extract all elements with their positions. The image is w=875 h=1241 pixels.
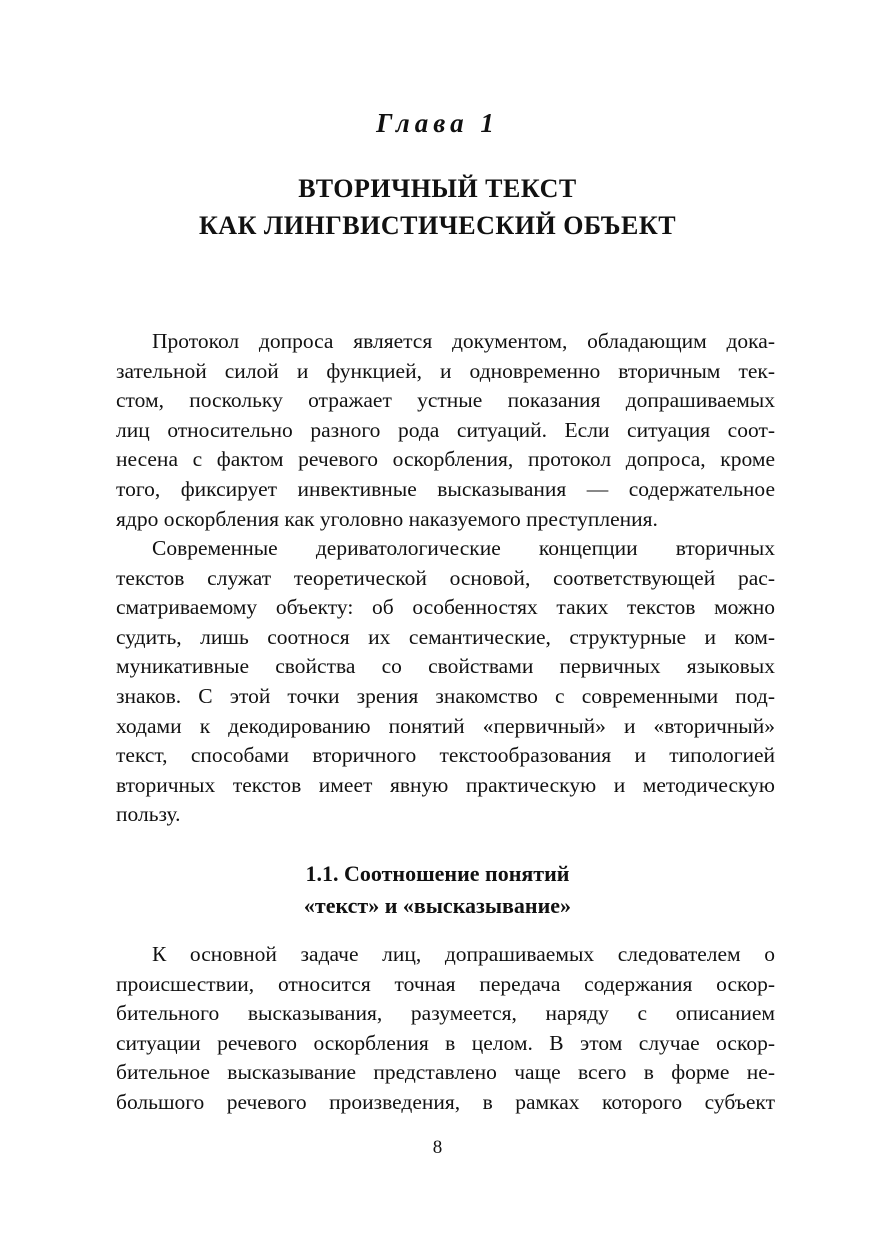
text-line: текст, способами вторичного текстообразования и типологией: [116, 743, 775, 768]
section-heading: [0, 858, 875, 922]
text-line: К основной задаче лиц, допрашиваемых следователем о: [152, 942, 775, 966]
text-line: ядро оскорбления как уголовно наказуемого преступления.: [116, 506, 658, 531]
section-heading-line: «текст» и «высказывание»: [303, 893, 572, 918]
chapter-heading: Глава 1: [376, 108, 499, 138]
text-line: зательной силой и функцией, и одновременно вторичным тек-: [116, 358, 775, 383]
text-line: судить, лишь соотнося их семантические, структурные и ком-: [116, 624, 775, 649]
chapter-title-line: ВТОРИЧНЫЙ ТЕКСТ: [298, 174, 577, 203]
text-line: происшествии, относится точная передача содержания оскор-: [116, 971, 775, 996]
text-line: сматриваемому объекту: об особенностях таких текстов можно: [116, 595, 775, 620]
text-line: того, фиксирует инвективные высказывания — содержательное: [116, 476, 775, 501]
section-heading-line: 1.1. Соотношение понятий: [305, 861, 570, 886]
text-line: ходами к декодированию понятий «первичный» и «вторичный»: [116, 713, 775, 738]
section-paragraph: [116, 940, 775, 1118]
text-line: вторичных текстов имеет явную практическую и методическую: [116, 772, 775, 797]
text-line: Протокол допроса является документом, обладающим дока-: [152, 329, 775, 353]
paragraph-1: [116, 327, 775, 534]
text-line: большого речевого произведения, в рамках которого субъект: [116, 1089, 775, 1114]
text-line: бительное высказывание представлено чаще всего в форме не-: [116, 1060, 775, 1085]
text-line: пользу.: [116, 802, 181, 827]
page-number: 8: [432, 1137, 443, 1158]
chapter-title-line: КАК ЛИНГВИСТИЧЕСКИЙ ОБЪЕКТ: [198, 211, 677, 240]
text-line: стом, поскольку отражает устные показания допрашиваемых: [116, 388, 775, 413]
text-line: текстов служат теоретической основой, соответствующей рас-: [116, 565, 775, 590]
text-line: ситуации речевого оскорбления в целом. В этом случае оскор-: [116, 1030, 775, 1055]
text-line: несена с фактом речевого оскорбления, протокол допроса, кроме: [116, 447, 775, 472]
text-line: знаков. С этой точки зрения знакомство с современными под-: [116, 683, 775, 708]
chapter-title: [0, 170, 875, 244]
paragraph-2: [116, 534, 775, 830]
text-line: Современные дериватологические концепции вторичных: [152, 536, 775, 560]
text-line: бительного высказывания, разумеется, наряду с описанием: [116, 1001, 775, 1026]
text-line: муникативные свойства со свойствами первичных языковых: [116, 654, 775, 679]
text-line: лиц относительно разного рода ситуаций. Если ситуация соот-: [116, 417, 775, 442]
